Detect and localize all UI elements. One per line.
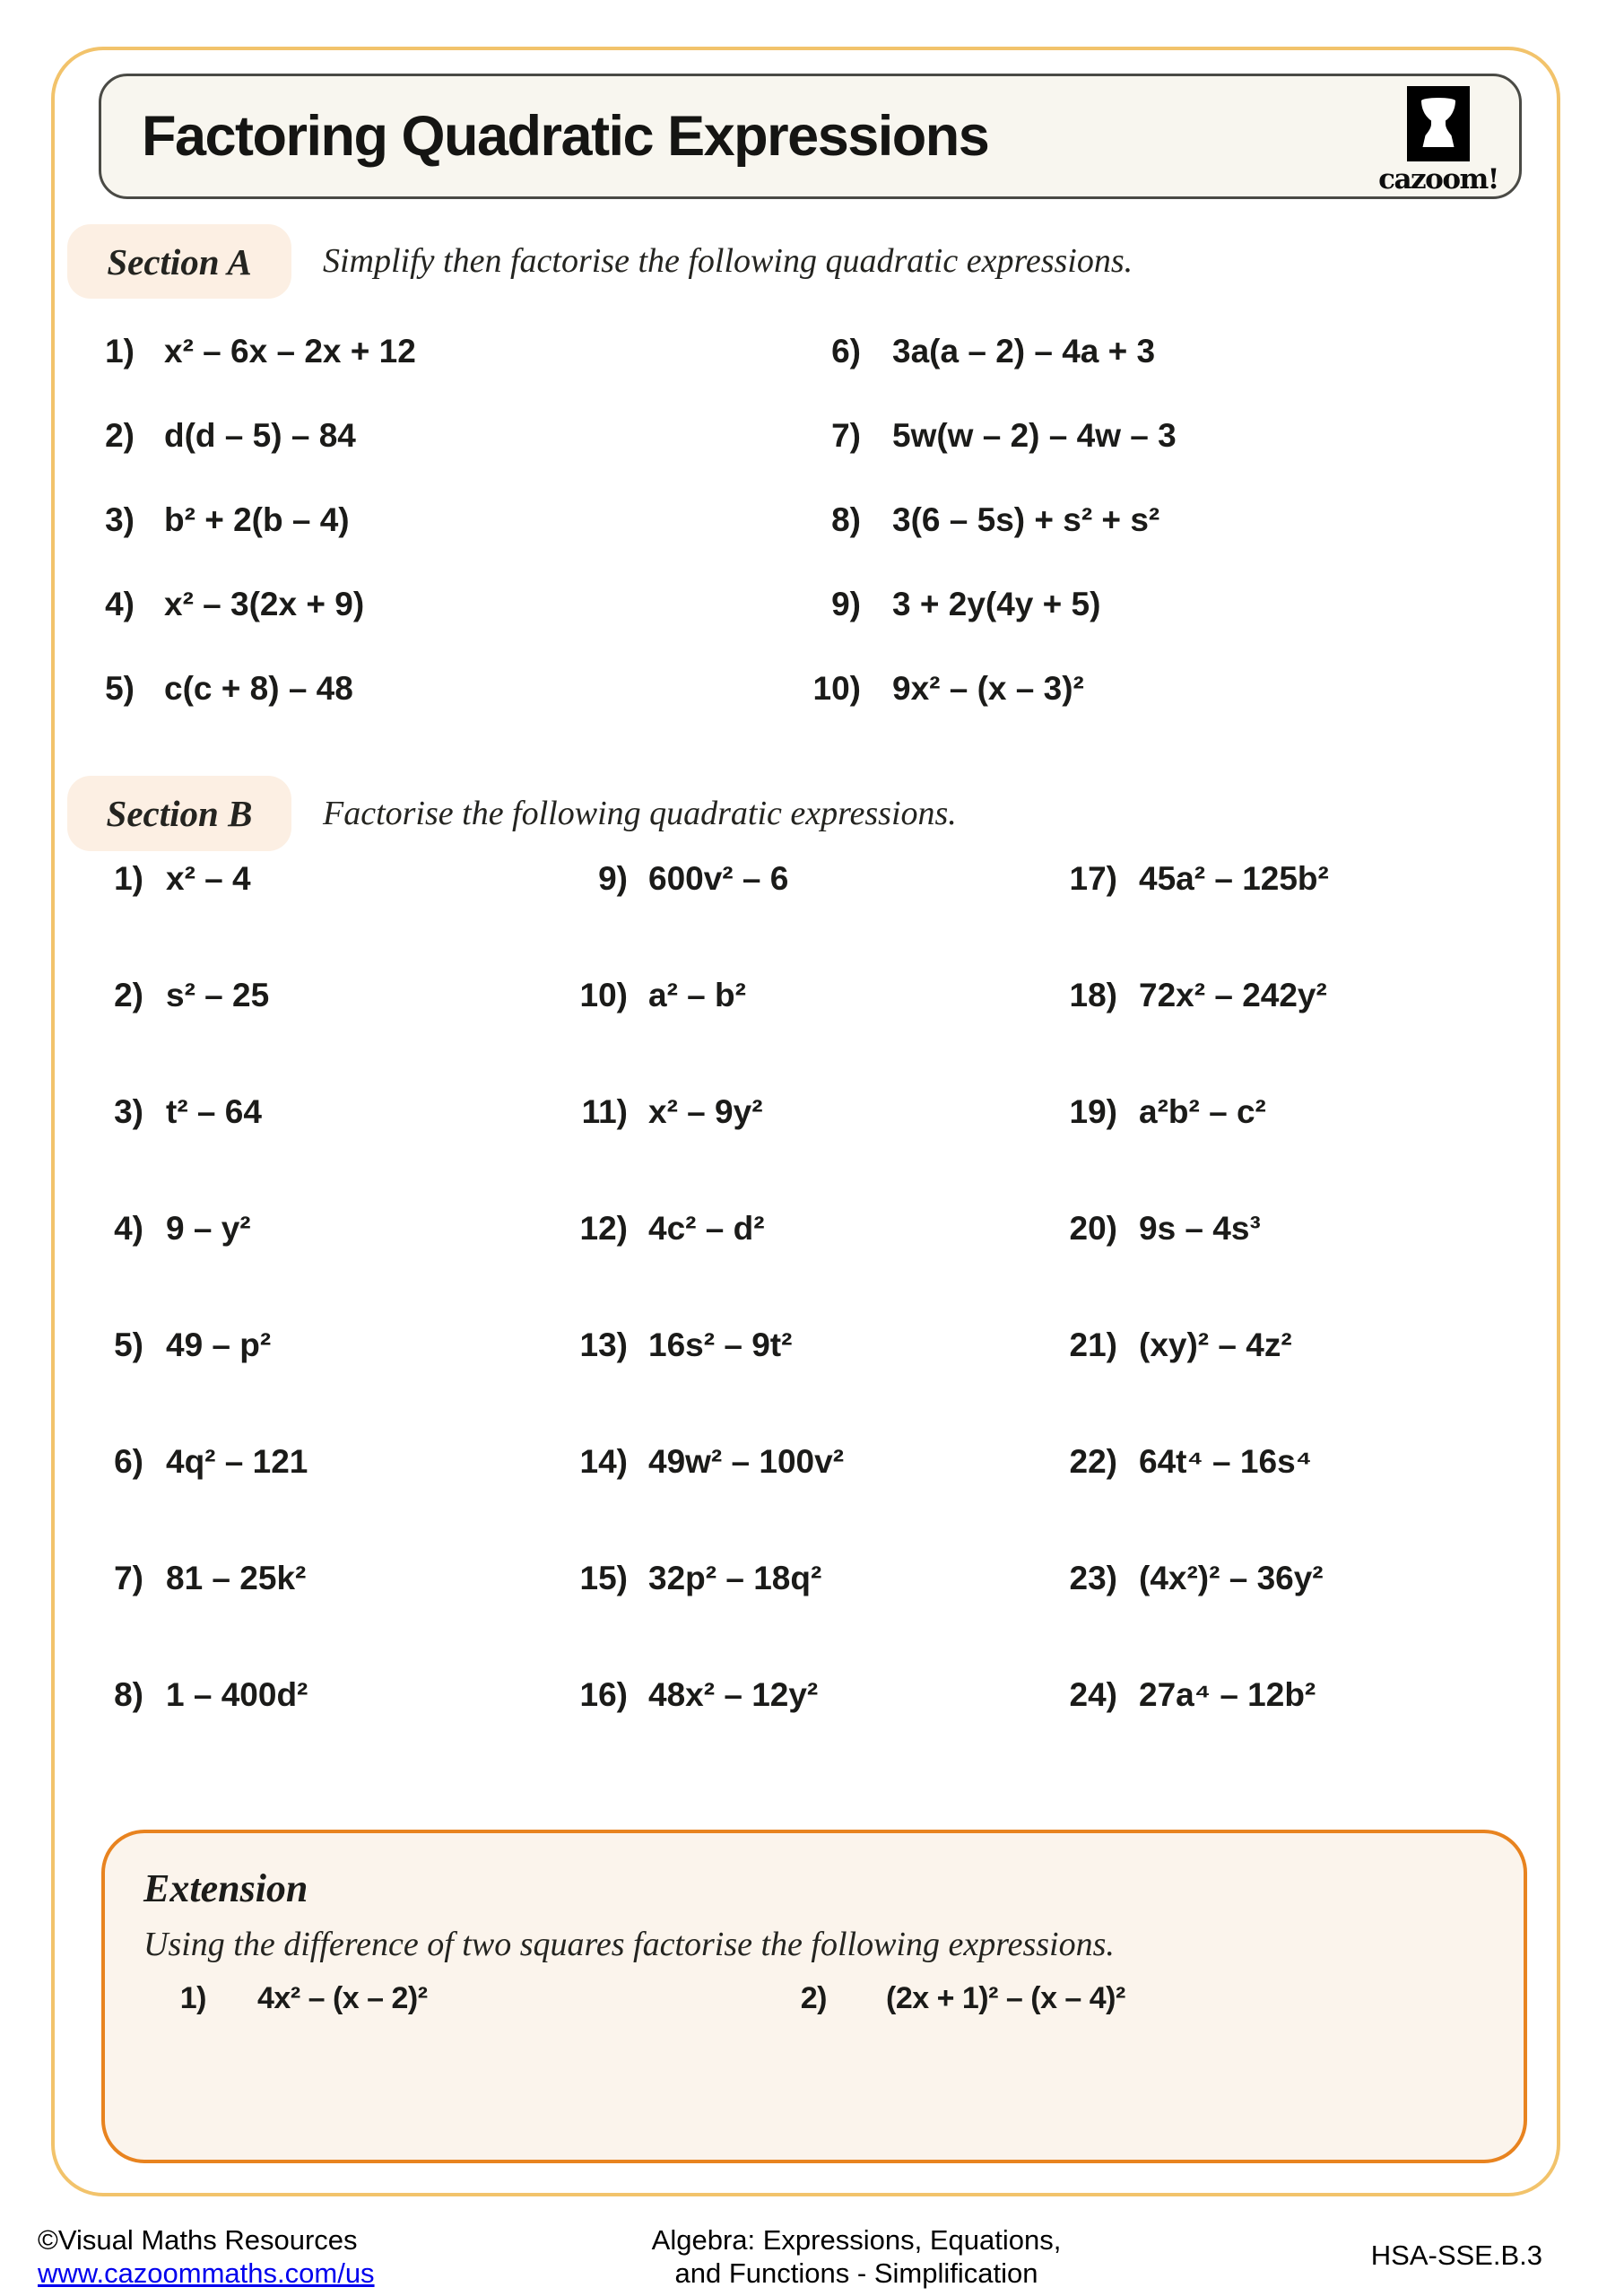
problem-number: 1) bbox=[179, 1981, 206, 2015]
problem-number: 2) bbox=[114, 977, 143, 1013]
problem-expression: 4c² – d² bbox=[648, 1210, 765, 1247]
problem-number: 4) bbox=[105, 586, 135, 622]
problem-expression: 49 – p² bbox=[166, 1326, 272, 1363]
problem-expression: 9s – 4s³ bbox=[1139, 1210, 1261, 1247]
extension-label: Extension bbox=[143, 1866, 308, 1910]
problem-number: 3) bbox=[105, 501, 135, 538]
problem-number: 11) bbox=[581, 1093, 628, 1130]
problem-number: 22) bbox=[1069, 1443, 1117, 1480]
problem-expression: 3(6 – 5s) + s² + s² bbox=[892, 501, 1160, 538]
problem-expression: s² – 25 bbox=[166, 977, 270, 1013]
problem-expression: (xy)² – 4z² bbox=[1139, 1326, 1292, 1363]
problem-number: 4) bbox=[114, 1210, 143, 1247]
problem-number: 3) bbox=[114, 1093, 143, 1130]
problem-number: 10) bbox=[579, 977, 628, 1013]
problem-number: 13) bbox=[579, 1326, 628, 1363]
problem-expression: a² – b² bbox=[648, 977, 746, 1013]
problem-number: 1) bbox=[105, 333, 135, 370]
problem-expression: x² – 9y² bbox=[648, 1093, 763, 1130]
problem-number: 16) bbox=[579, 1676, 628, 1713]
problem-number: 8) bbox=[831, 501, 861, 538]
problem-number: 5) bbox=[105, 670, 135, 707]
problem-expression: (4x²)² – 36y² bbox=[1139, 1560, 1324, 1596]
problem-number: 17) bbox=[1069, 860, 1117, 897]
footer-category bbox=[538, 2223, 1175, 2290]
problem-number: 7) bbox=[114, 1560, 143, 1596]
problem-expression: 32p² – 18q² bbox=[648, 1560, 822, 1596]
problem-number: 6) bbox=[114, 1443, 143, 1480]
problem-number: 5) bbox=[114, 1326, 143, 1363]
problem-number: 14) bbox=[579, 1443, 628, 1480]
problem-expression: 27a⁴ – 12b² bbox=[1139, 1676, 1316, 1713]
problem-expression: 72x² – 242y² bbox=[1139, 977, 1327, 1013]
footer-standard-code: HSA-SSE.B.3 bbox=[1370, 2239, 1542, 2271]
problem-number: 1) bbox=[114, 860, 143, 897]
problem-expression: c(c + 8) – 48 bbox=[164, 670, 353, 707]
problem-number: 24) bbox=[1069, 1676, 1117, 1713]
problem-expression: b² + 2(b – 4) bbox=[164, 501, 350, 538]
problem-expression: 81 – 25k² bbox=[166, 1560, 307, 1596]
problem-number: 21) bbox=[1069, 1326, 1117, 1363]
problem-number: 8) bbox=[114, 1676, 143, 1713]
section-a-label: Section A bbox=[107, 240, 252, 283]
problem-expression: 3a(a – 2) – 4a + 3 bbox=[892, 333, 1156, 370]
problem-expression: x² – 6x – 2x + 12 bbox=[164, 333, 416, 370]
footer-copyright: ©Visual Maths Resources bbox=[38, 2224, 358, 2256]
cazoom-drum-icon bbox=[1407, 86, 1470, 161]
problem-expression: 49w² – 100v² bbox=[648, 1443, 845, 1480]
section-b-instruction: Factorise the following quadratic expressions. bbox=[323, 795, 957, 832]
problem-expression: (2x + 1)² – (x – 4)² bbox=[886, 1981, 1125, 2015]
problem-expression: 9 – y² bbox=[166, 1210, 251, 1247]
problem-expression: 48x² – 12y² bbox=[648, 1676, 819, 1713]
problem-number: 9) bbox=[831, 586, 861, 622]
problem-expression: t² – 64 bbox=[166, 1093, 262, 1130]
problem-expression: 9x² – (x – 3)² bbox=[892, 670, 1084, 707]
problem-number: 23) bbox=[1069, 1560, 1117, 1596]
problem-number: 20) bbox=[1069, 1210, 1117, 1247]
problem-expression: 3 + 2y(4y + 5) bbox=[892, 586, 1101, 622]
problem-expression: 1 – 400d² bbox=[166, 1676, 308, 1713]
footer-category-line1: Algebra: Expressions, Equations, bbox=[651, 2224, 1062, 2256]
problem-number: 12) bbox=[579, 1210, 628, 1247]
problem-expression: 4x² – (x – 2)² bbox=[257, 1981, 428, 2015]
problem-number: 9) bbox=[598, 860, 628, 897]
problem-number: 6) bbox=[831, 333, 861, 370]
problem-number: 10) bbox=[812, 670, 861, 707]
page-title: Factoring Quadratic Expressions bbox=[142, 105, 989, 168]
footer-category-line2: and Functions - Simplification bbox=[674, 2257, 1038, 2289]
problem-expression: x² – 4 bbox=[166, 860, 251, 897]
problem-number: 15) bbox=[579, 1560, 628, 1596]
problem-expression: 45a² – 125b² bbox=[1139, 860, 1329, 897]
problem-number: 7) bbox=[831, 417, 861, 454]
extension-instruction: Using the difference of two squares factorise the following expressions. bbox=[143, 1926, 1115, 1963]
problem-number: 19) bbox=[1069, 1093, 1117, 1130]
section-a-instruction: Simplify then factorise the following quadratic expressions. bbox=[323, 242, 1133, 280]
problem-expression: 5w(w – 2) – 4w – 3 bbox=[892, 417, 1177, 454]
problem-expression: d(d – 5) – 84 bbox=[164, 417, 356, 454]
problem-expression: 16s² – 9t² bbox=[648, 1326, 793, 1363]
footer-website-link[interactable]: www.cazoommaths.com/us bbox=[38, 2257, 375, 2289]
problem-expression: a²b² – c² bbox=[1139, 1093, 1266, 1130]
problem-expression: 4q² – 121 bbox=[166, 1443, 308, 1480]
problem-expression: x² – 3(2x + 9) bbox=[164, 586, 365, 622]
cazoom-logo-text: cazoom! bbox=[1378, 163, 1498, 196]
problem-expression: 64t⁴ – 16s⁴ bbox=[1139, 1443, 1312, 1480]
problem-number: 2) bbox=[800, 1981, 827, 2015]
section-b-label: Section B bbox=[106, 793, 253, 834]
section-a-label-pill bbox=[67, 224, 291, 299]
problem-number: 18) bbox=[1069, 977, 1117, 1013]
section-b-label-pill bbox=[67, 776, 291, 851]
problem-expression: 600v² – 6 bbox=[648, 860, 789, 897]
title-box bbox=[99, 74, 1522, 199]
problem-number: 2) bbox=[105, 417, 135, 454]
cazoom-logo bbox=[1367, 86, 1510, 196]
